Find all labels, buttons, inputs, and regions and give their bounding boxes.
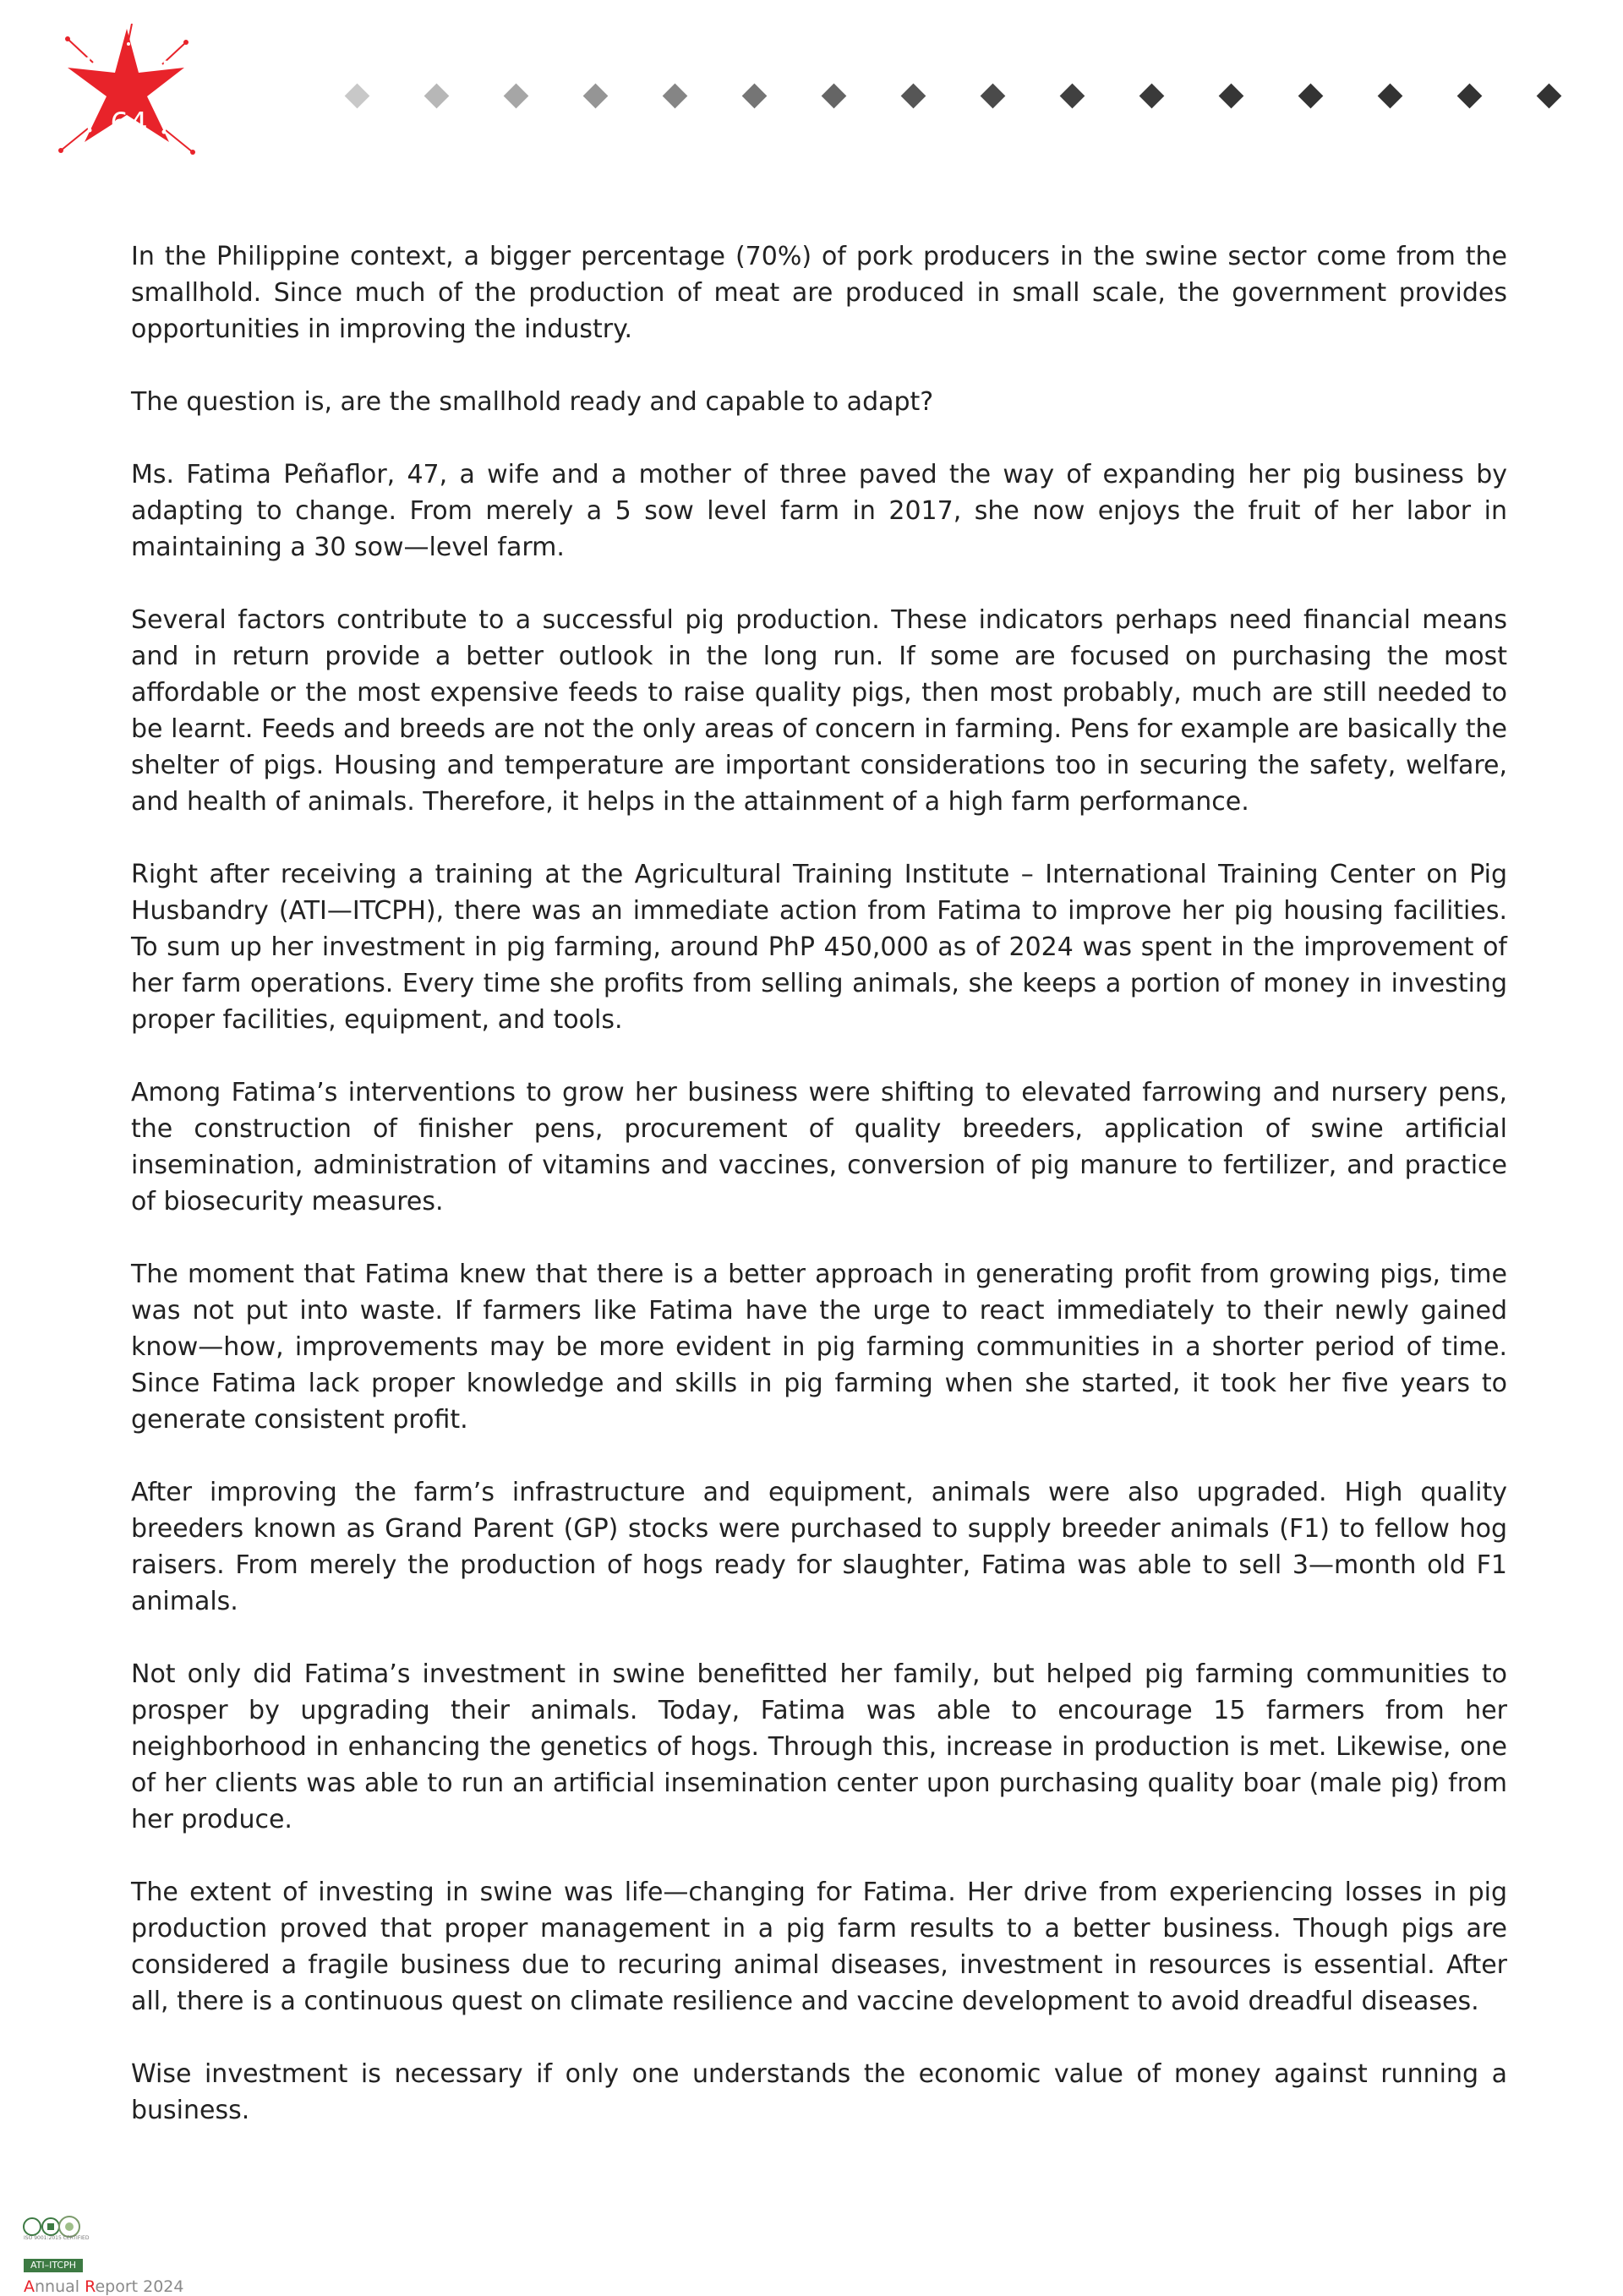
diamond-icon (1537, 84, 1562, 109)
diamond-icon (1457, 84, 1483, 109)
body-paragraph: Several factors contribute to a successful pig production. These indicators perhaps need financial means and in return provide a better outlook in the long run. If some are focused on purchasing the most affordable or the most expensive feeds to raise quality pigs, then most probably, much are still needed to be learnt. Feeds and breeds are not the only areas of concern in farming. Pens for example are basically the shelter of pigs. Housing and temperature are important considerations too in securing the safety, welfare, and health of animals. Therefore, it helps in the attainment of a high farm performance. (131, 605, 1507, 817)
logo-name-label: ATI–ITCPH (24, 2259, 83, 2272)
page-footer (22, 2215, 276, 2296)
page-number-badge (51, 24, 203, 167)
decorative-diamond-row (348, 87, 1566, 112)
diamond-icon (345, 84, 370, 109)
diamond-icon (901, 84, 926, 109)
report-initial: A (24, 2277, 35, 2296)
article-body (131, 238, 1507, 2165)
page-header (0, 0, 1623, 169)
body-paragraph: The moment that Fatima knew that there is a better approach in generating profit from growing pigs, time was not put into waste. If farmers like Fatima have the urge to react immediately to their newly gained know—how, improvements may be more evident in pig farming communities in a shorter period of time. Since Fatima lack proper knowledge and skills in pig farming when she started, it took her five years to generate consistent profit. (131, 1260, 1507, 1435)
ati-itcph-logo (22, 2215, 90, 2271)
annual-report-label (24, 2277, 183, 2296)
diamond-icon (583, 84, 609, 109)
body-paragraph: The question is, are the smallhold ready and capable to adapt? (131, 387, 934, 417)
diamond-icon (424, 84, 450, 109)
body-paragraph: Among Fatima’s interventions to grow her business were shifting to elevated farrowing and nursery pens, the construction of finisher pens, procurement of quality breeders, application of swine artificial insemination, administration of vitamins and vaccines, conversion of pig manure to fertilizer, and practice of biosecurity measures. (131, 1078, 1507, 1216)
diamond-icon (1378, 84, 1403, 109)
diamond-icon (981, 84, 1006, 109)
body-paragraph: Right after receiving a training at the Agricultural Training Institute – International Training Center on Pig Husbandry (ATI—ITCPH), there was an immediate action from Fatima to improve her pig housing facilities. To sum up her investment in pig farming, around PhP 450,000 as of 2024 was spent in the improvement of her farm operations. Every time she profits from selling animals, she keeps a portion of money in investing proper facilities, equipment, and tools. (131, 860, 1507, 1035)
body-paragraph: Wise investment is necessary if only one understands the economic value of money against running a business. (131, 2059, 1507, 2125)
diamond-icon (504, 84, 529, 109)
diamond-icon (822, 84, 847, 109)
star-burst-icon (51, 24, 203, 167)
report-second-initial: R (85, 2277, 96, 2296)
diamond-icon (1298, 84, 1324, 109)
report-word-rest: nnual (35, 2277, 85, 2296)
diamond-icon (1060, 84, 1085, 109)
body-paragraph: Not only did Fatima’s investment in swine benefitted her family, but helped pig farming communities to prosper by upgrading their animals. Today, Fatima was able to encourage 15 farmers from her neighborhood in enhancing the genetics of hogs. Through this, increase in production is met. Likewise, one of her clients was able to run an artificial insemination center upon purchasing quality boar (male pig) from her produce. (131, 1659, 1507, 1834)
diamond-icon (742, 84, 768, 109)
page-number: 64 (110, 107, 149, 140)
body-paragraph: The extent of investing in swine was life—changing for Fatima. Her drive from experiencing losses in pig production proved that proper management in a pig farm results to a better business. Though pigs are considered a fragile business due to recuring animal diseases, investment in resources is essential. After all, there is a continuous quest on climate resilience and vaccine development to avoid dreadful diseases. (131, 1878, 1507, 2016)
diamond-icon (1219, 84, 1244, 109)
logo-certification-text: ISO 9001:2015 CERTIFIED (24, 2235, 90, 2241)
body-paragraph: After improving the farm’s infrastructure and equipment, animals were also upgraded. High quality breeders known as Grand Parent (GP) stocks were purchased to supply breeder animals (F1) to fellow hog raisers. From merely the production of hogs ready for slaughter, Fatima was able to sell 3—month old F1 animals. (131, 1478, 1507, 1616)
diamond-icon (663, 84, 688, 109)
body-paragraph: Ms. Fatima Peñaflor, 47, a wife and a mother of three paved the way of expanding her pig business by adapting to change. From merely a 5 sow level farm in 2017, she now enjoys the fruit of her labor in maintaining a 30 sow—level farm. (131, 460, 1507, 562)
report-tail: eport 2024 (95, 2277, 184, 2296)
body-paragraph: In the Philippine context, a bigger percentage (70%) of pork producers in the swine sector come from the smallhold. Since much of the production of meat are produced in small scale, the government provides opportunities in improving the industry. (131, 242, 1507, 344)
diamond-icon (1139, 84, 1165, 109)
